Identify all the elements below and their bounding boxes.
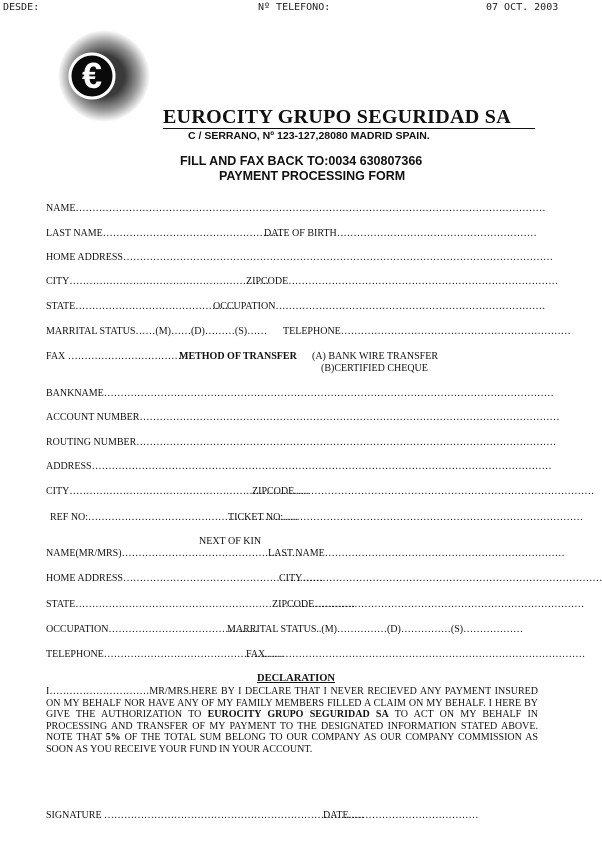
declaration-text-part-1: I…………………………MR/MRS.HERE BY I DECLARE THAT I NEVER RECIEVED ANY PAYMENT INSURED ON MY BEHALF NOR HAVE ANY OF MY FAMILY MEMBERS FILLED A CLAIM ON MY BEHALF. I HERE BY GIVE THE AUTHORIZATION TO bbox=[46, 686, 538, 720]
field-zipcode: ZIPCODE……………………………………………………………………… bbox=[246, 276, 559, 287]
field-kin-telephone: TELEPHONE……………………………………………… bbox=[46, 649, 284, 660]
company-name: EUROCITY GRUPO SEGURIDAD SA bbox=[163, 106, 511, 128]
declaration-text bbox=[46, 686, 538, 755]
field-occupation: OCCUPATION……………………………………………………………………… bbox=[213, 301, 546, 312]
next-of-kin-heading: NEXT OF KIN bbox=[199, 536, 262, 547]
field-state: STATE………………………………………… bbox=[46, 301, 236, 312]
form-title: PAYMENT PROCESSING FORM bbox=[219, 169, 406, 183]
field-kin-marital-status: MARRITAL STATUS..(M)……………(D)……………(S)……………… bbox=[227, 624, 524, 635]
method-of-transfer-label: METHOD OF TRANSFER bbox=[179, 351, 297, 362]
fax-phone-label: Nº TELEFONO: bbox=[258, 2, 331, 13]
fax-from-label: DESDE: bbox=[3, 2, 40, 13]
field-city: CITY…………………………………………………… bbox=[46, 276, 270, 287]
field-zipcode-bank: ZIPCODE……………………………………………………………………………… bbox=[252, 486, 595, 497]
field-home-address: HOME ADDRESS………………………………………………………………………………………………………………… bbox=[46, 252, 553, 263]
transfer-option-certified-cheque: (B)CERTIFIED CHEQUE bbox=[321, 363, 428, 374]
declaration-company-name: EUROCITY GRUPO SEGURIDAD SA bbox=[207, 709, 389, 720]
field-kin-state: STATE………………………………………………………………………… bbox=[46, 599, 356, 610]
field-account-number: ACCOUNT NUMBER……………………………………………………………………………………………………………… bbox=[46, 412, 560, 423]
company-underline bbox=[163, 128, 535, 129]
field-kin-fax: FAX…………………………………………………………………………………… bbox=[246, 649, 586, 660]
field-address: ADDRESS………………………………………………………………………………………………………………………… bbox=[46, 461, 552, 472]
field-ref-no: REF NO:……………………………………………………… bbox=[50, 512, 299, 523]
declaration-title: DECLARATION bbox=[257, 673, 335, 684]
company-logo bbox=[54, 30, 154, 122]
field-date-of-birth: DATE OF BIRTH…………………………………………………… bbox=[264, 228, 537, 239]
field-kin-city: CITY……………………………………………………………………………… bbox=[279, 573, 602, 584]
signature-field: SIGNATURE …………………………………………………………………… bbox=[46, 810, 365, 821]
field-kin-zipcode: ZIPCODE……………………………………………………………………… bbox=[272, 599, 585, 610]
field-fax: FAX ……………………………… bbox=[46, 351, 188, 362]
field-name: NAME…………………………………………………………………………………………………………………………… bbox=[46, 203, 546, 214]
field-ticket-no: TICKET NO:……………………………………………………………………………… bbox=[228, 512, 584, 523]
field-marital-status: MARRITAL STATUS……(M)……(D)………(S)…… bbox=[46, 326, 268, 337]
field-kin-last-name: LAST NAME……………………………………………………………… bbox=[268, 548, 565, 559]
company-address: C / SERRANO, Nº 123-127,28080 MADRID SPAIN. bbox=[188, 130, 430, 142]
signature-date-field: DATE………………………………… bbox=[323, 810, 479, 821]
field-last-name: LAST NAME……………………………………………… bbox=[46, 228, 283, 239]
field-routing-number: ROUTING NUMBER……………………………………………………………………………………………………………… bbox=[46, 437, 557, 448]
fax-back-heading: FILL AND FAX BACK TO:0034 630807366 bbox=[180, 154, 423, 168]
field-kin-occupation: OCCUPATION……………………………………… bbox=[46, 624, 259, 635]
fax-date: 07 OCT. 2003 bbox=[486, 2, 559, 13]
declaration-text-part-2: TO ACT ON MY BEHALF IN PROCESSING AND TRANSFER OF MY PAYMENT TO THE DESIGNATED INFORMATION STATED ABOVE. NOTE THAT bbox=[46, 709, 538, 743]
field-kin-home-address: HOME ADDRESS…………………………………………………… bbox=[46, 573, 323, 584]
field-telephone: TELEPHONE…………………………………………………………… bbox=[283, 326, 571, 337]
svg-text:€: € bbox=[81, 55, 103, 96]
field-bankname: BANKNAME……………………………………………………………………………………………………………………… bbox=[46, 388, 554, 399]
euro-sign-icon bbox=[54, 30, 154, 122]
declaration-commission-percent: 5% bbox=[105, 732, 121, 743]
field-kin-name: NAME(MR/MRS)……………………………………………… bbox=[46, 548, 302, 559]
transfer-option-bank-wire: (A) BANK WIRE TRANSFER bbox=[312, 351, 439, 362]
declaration-text-part-3: OF THE TOTAL SUM BELONG TO OUR COMPANY AS OUR COMPANY COMMISSION AS SOON AS YOU RECEIVE YOUR FUND IN YOUR ACCOUNT. bbox=[46, 732, 538, 755]
field-city-bank: CITY……………………………………………………………… bbox=[46, 486, 310, 497]
